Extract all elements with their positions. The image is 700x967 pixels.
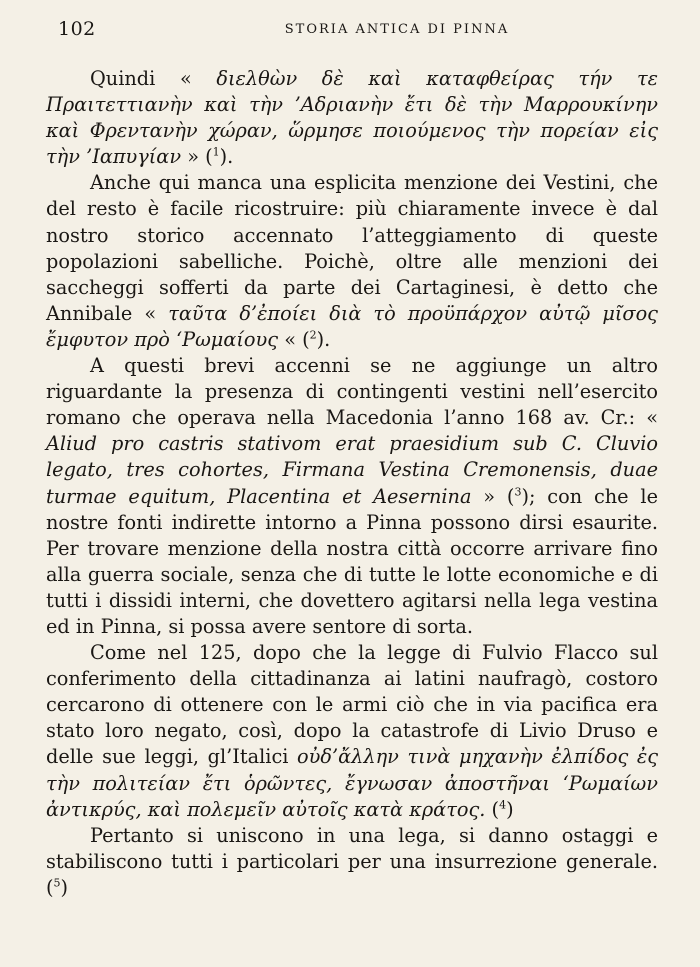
p3-mid: » ( (483, 484, 515, 508)
p1-lead: Quindi « (90, 67, 192, 90)
p1-end: ). (219, 145, 234, 169)
p1-tail: » ( (187, 145, 213, 169)
p2-text: Anche qui manca una esplicita menzione dei Vestini, che del resto è facile ricostruire: più chiaramente invece è dal nostro storico accennato l’atteggiamento di queste popolazioni sabelliche. Poichè, oltre alle menzioni dei saccheggi sofferti da parte dei Cartaginesi, è detto che Annibale « (46, 171, 658, 325)
p5-end: ) (60, 875, 69, 899)
p3-text2: ); con che le nostre fonti indirette intorno a Pinna possono dirsi esaurite. Per trovare menzione della nostra città occorre arrivare fino alla guerra sociale, senza che di tutte le lotte economiche e di tutti i dissidi interni, che dovettero agitarsi nella lega vestina ed in Pinna, si possa avere sentore di sorta. (46, 484, 658, 638)
greek-quote-2: ταῦτα δ’ἐποίει διὰ τὸ προϋπάρχον αὐτῷ μῖσος ἔμφυτον πρὸ ‘Ρωμαίους (46, 301, 658, 351)
p4-tail: ( (491, 797, 500, 821)
p4-text: Come nel 125, dopo che la legge di Fulvio Flacco sul conferimento della cittadinanza ai latini naufragò, costoro cercarono di ottenere con le armi ciò che in via pacifica era stato loro negato, così, dopo la catastrofe di Livio Druso e delle sue leggi, gl’Italici (46, 641, 658, 769)
body-text (46, 66, 658, 901)
footnote-ref-5: 5 (53, 876, 61, 890)
footnote-ref-2: 2 (309, 328, 317, 342)
paragraph-4 (46, 640, 658, 823)
p2-tail: « ( (284, 327, 310, 351)
running-title: STORIA ANTICA DI PINNA (284, 22, 510, 37)
running-head (46, 18, 658, 48)
p5-text: Pertanto si uniscono in una lega, si danno ostaggi e stabiliscono tutti i particolari per una insurrezione generale. ( (46, 823, 658, 899)
p4-end: ) (506, 797, 514, 821)
p3-text: A questi brevi accenni se ne aggiunge un altro riguardante la presenza di contingenti vestini nell’esercito romano che operava nella Macedonia l’anno 168 av. Cr.: « (46, 354, 658, 430)
p2-end: ). (316, 327, 331, 351)
paragraph-2 (46, 170, 658, 353)
footnote-ref-1: 1 (212, 145, 220, 159)
greek-quote-3: οὐδ’ἄλλην τινὰ μηχανὴν ἐλπίδος ἐς τὴν πολιτείαν ἔτι ὁρῶντες, ἔγνωσαν ἀποστῆναι ‘Ρωμαίων ἀντικρύς, καὶ πολεμεῖν αὐτοῖς κατὰ κράτος. (46, 745, 659, 821)
footnote-ref-4: 4 (499, 798, 507, 812)
paragraph-3 (46, 353, 658, 640)
page-number: 102 (58, 18, 96, 40)
footnote-ref-3: 3 (514, 485, 522, 499)
paragraph-5 (46, 823, 658, 901)
paragraph-1 (46, 66, 658, 170)
greek-quote-1: διελθὼν δὲ καὶ καταφθείρας τήν τε Πραιτεττιανὴν καὶ τὴν ’Αδριανὴν ἔτι δὲ τὴν Μαρρουκίνην καὶ Φρεντανὴν χώραν, ὥρμησε ποιούμενος τὴν πορείαν εἰς τὴν ’Ιαπυγίαν (46, 67, 658, 169)
latin-quote: Aliud pro castris stativom erat praesidium sub C. Cluvio legato, tres cohortes, Firmana Vestina Cremonensis, duae turmae equitum, Placentina et Aesernina (46, 432, 658, 508)
